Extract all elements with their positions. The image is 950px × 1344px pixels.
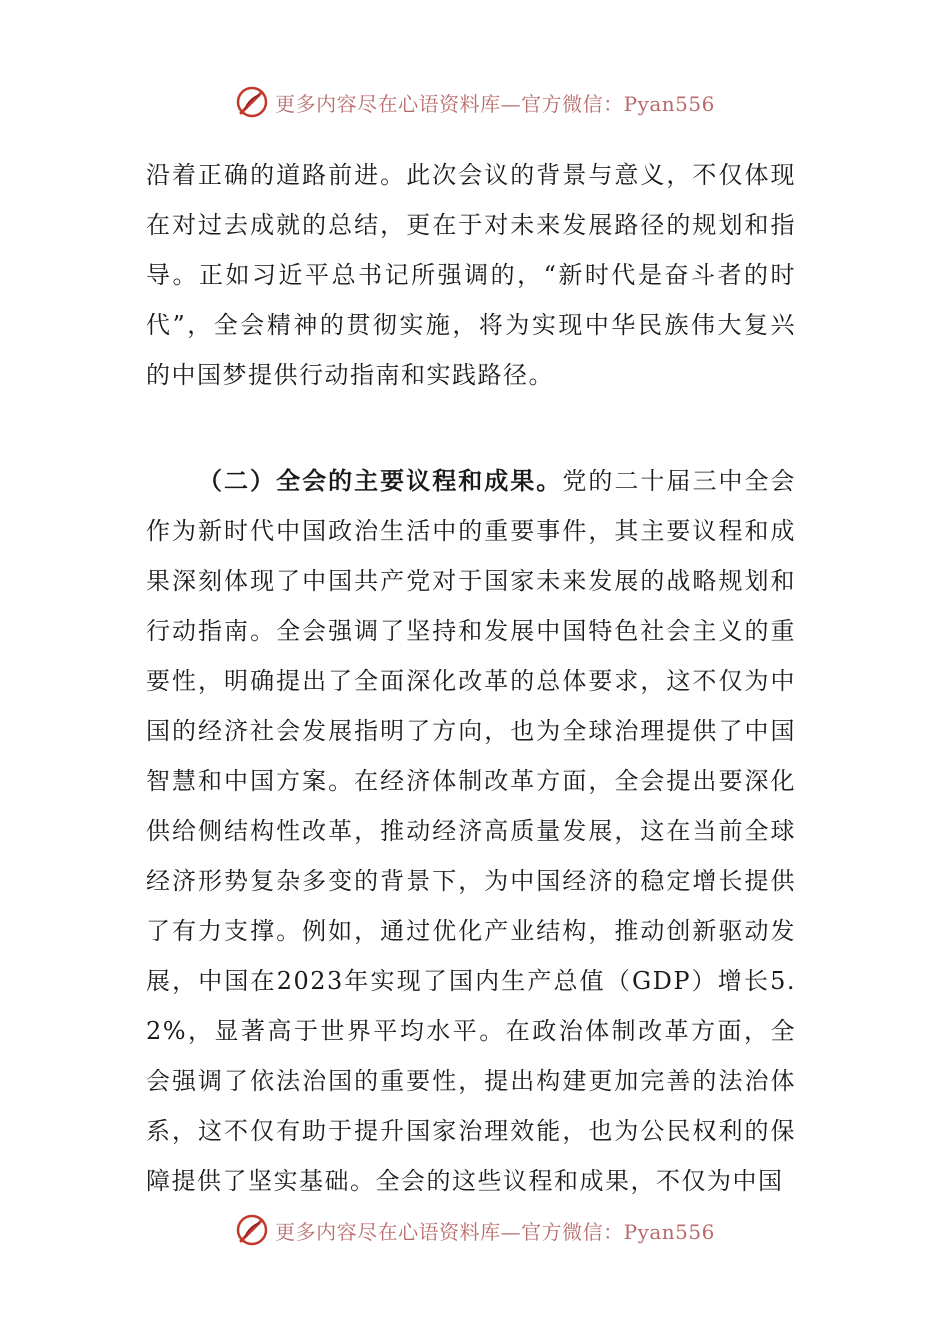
- header-banner: [0, 82, 950, 122]
- footer-banner-text: 更多内容尽在心语资料库—官方微信：Pyan556: [275, 1219, 715, 1244]
- pen-logo-icon: [235, 85, 269, 119]
- document-body: [146, 150, 796, 1206]
- pen-logo-icon: [235, 1213, 269, 1247]
- paragraph-1: 沿着正确的道路前进。此次会议的背景与意义，不仅体现在对过去成就的总结，更在于对未来发展路径的规划和指导。正如习近平总书记所强调的，“新时代是奋斗者的时代”，全会精神的贯彻实施，将为实现中华民族伟大复兴的中国梦提供行动指南和实践路径。: [146, 161, 796, 389]
- footer-banner: [0, 1210, 950, 1250]
- section-heading: （二）全会的主要议程和成果。: [198, 466, 563, 495]
- paragraph-2: [146, 456, 796, 1206]
- paragraph-2-text: 党的二十届三中全会作为新时代中国政治生活中的重要事件，其主要议程和成果深刻体现了中国共产党对于国家未来发展的战略规划和行动指南。全会强调了坚持和发展中国特色社会主义的重要性，明确提出了全面深化改革的总体要求，这不仅为中国的经济社会发展指明了方向，也为全球治理提供了中国智慧和中国方案。在经济体制改革方面，全会提出要深化供给侧结构性改革，推动经济高质量发展，这在当前全球经济形势复杂多变的背景下，为中国经济的稳定增长提供了有力支撑。例如，通过优化产业结构，推动创新驱动发展，中国在2023年实现了国内生产总值（GDP）增长5.2%，显著高于世界平均水平。在政治体制改革方面，全会强调了依法治国的重要性，提出构建更加完善的法治体系，这不仅有助于提升国家治理效能，也为公民权利的保障提供了坚实基础。全会的这些议程和成果，不仅为中国: [146, 467, 797, 1195]
- header-banner-text: 更多内容尽在心语资料库—官方微信：Pyan556: [275, 91, 715, 116]
